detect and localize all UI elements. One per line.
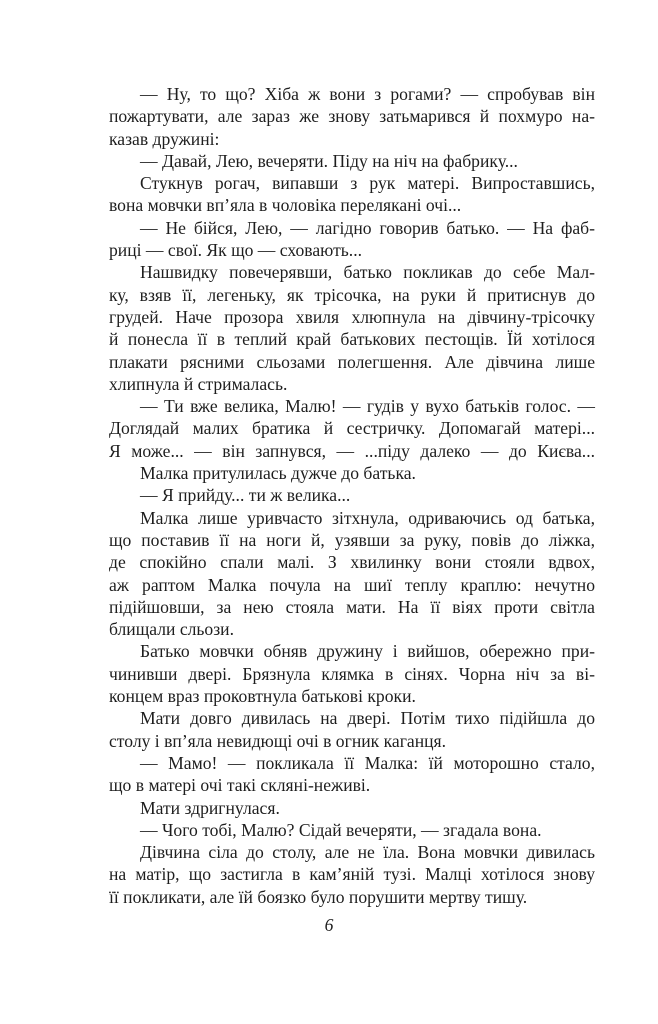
text-line: риці — свої. Як що — сховають... bbox=[109, 240, 363, 261]
text-line: Малка лише уривчасто зітхнула, одриваючись од батька, bbox=[140, 507, 595, 528]
text-line: — Я прийду... ти ж велика... bbox=[140, 485, 351, 506]
text-line: Стукнув рогач, випавши з рук матері. Випроставшись, bbox=[140, 173, 595, 194]
text-line: вона мовчки вп’яла в чоловіка перелякані очі... bbox=[109, 195, 462, 216]
text-line: Доглядай малих братика й сестричку. Допомагай матері... bbox=[109, 418, 595, 439]
text-line: де спокійно спали малі. З хвилинку вони стояли вдвох, bbox=[109, 552, 595, 573]
text-line: що в матері очі такі скляні-неживі. bbox=[109, 775, 371, 796]
text-line: й понесла її в теплий край батькових пестощів. Їй хотілося bbox=[109, 329, 595, 350]
text-line: на матір, що застигла в кам’яній тузі. Малці хотілося знову bbox=[109, 864, 595, 885]
text-line: її покликати, але їй боязко було порушити мертву тишу. bbox=[109, 886, 528, 907]
text-line: чинивши двері. Брязнула клямка в сінях. Чорна ніч за ві- bbox=[109, 663, 595, 684]
text-line: грудей. Наче прозора хвиля хлюпнула на дівчину-трісочку bbox=[109, 306, 595, 327]
page-number: 6 bbox=[324, 915, 334, 935]
text-line: хлипнула й стрималась. bbox=[109, 373, 288, 394]
text-line: Нашвидку повечерявши, батько покликав до себе Мал- bbox=[140, 262, 595, 283]
text-line: плакати рясними сльозами полегшення. Але дівчина лише bbox=[109, 351, 595, 372]
text-line: пожартувати, але зараз же знову затьмарився й похмуро на- bbox=[109, 106, 595, 127]
text-line: казав дружині: bbox=[109, 128, 220, 149]
text-line: ку, взяв її, легеньку, як трісочка, на руки й притиснув до bbox=[109, 284, 595, 305]
text-line: концем враз проковтнула батькові кроки. bbox=[109, 686, 416, 707]
text-line: Мати здригнулася. bbox=[140, 797, 280, 818]
text-line: Дівчина сіла до столу, але не їла. Вона мовчки дивилась bbox=[140, 842, 595, 863]
text-line: Я може... — він запнувся, — ...піду далеко — до Києва... bbox=[109, 440, 595, 461]
text-line: що поставив її на ноги й, узявши за руку, повів до ліжка, bbox=[109, 529, 595, 550]
text-line: столу і вп’яла невидющі очі в огник каганця. bbox=[109, 730, 447, 751]
text-line: — Не бійся, Лею, — лагідно говорив батько. — На фаб- bbox=[140, 217, 595, 238]
text-line: Батько мовчки обняв дружину і вийшов, обережно при- bbox=[140, 641, 595, 662]
text-line: — Чого тобі, Малю? Сідай вечеряти, — згадала вона. bbox=[140, 819, 542, 840]
text-line: підійшовши, за нею стояла мати. На її віях проти світла bbox=[109, 596, 595, 617]
text-line: Малка притулилась дужче до батька. bbox=[140, 463, 416, 484]
text-line: — Давай, Лею, вечеряти. Піду на ніч на фабрику... bbox=[140, 150, 518, 171]
text-line: аж раптом Малка почула на шиї теплу краплю: нечутно bbox=[109, 574, 595, 595]
text-line: Мати довго дивилась на двері. Потім тихо підійшла до bbox=[140, 708, 595, 729]
text-line: — Ну, то що? Хіба ж вони з рогами? — спробував він bbox=[140, 84, 595, 104]
text-line: блищали сльози. bbox=[109, 619, 234, 640]
body-text bbox=[109, 83, 595, 908]
text-line: — Ти вже велика, Малю! — гудів у вухо батьків голос. — bbox=[140, 396, 595, 417]
text-line: — Мамо! — покликала її Малка: їй моторошно стало, bbox=[140, 752, 595, 773]
